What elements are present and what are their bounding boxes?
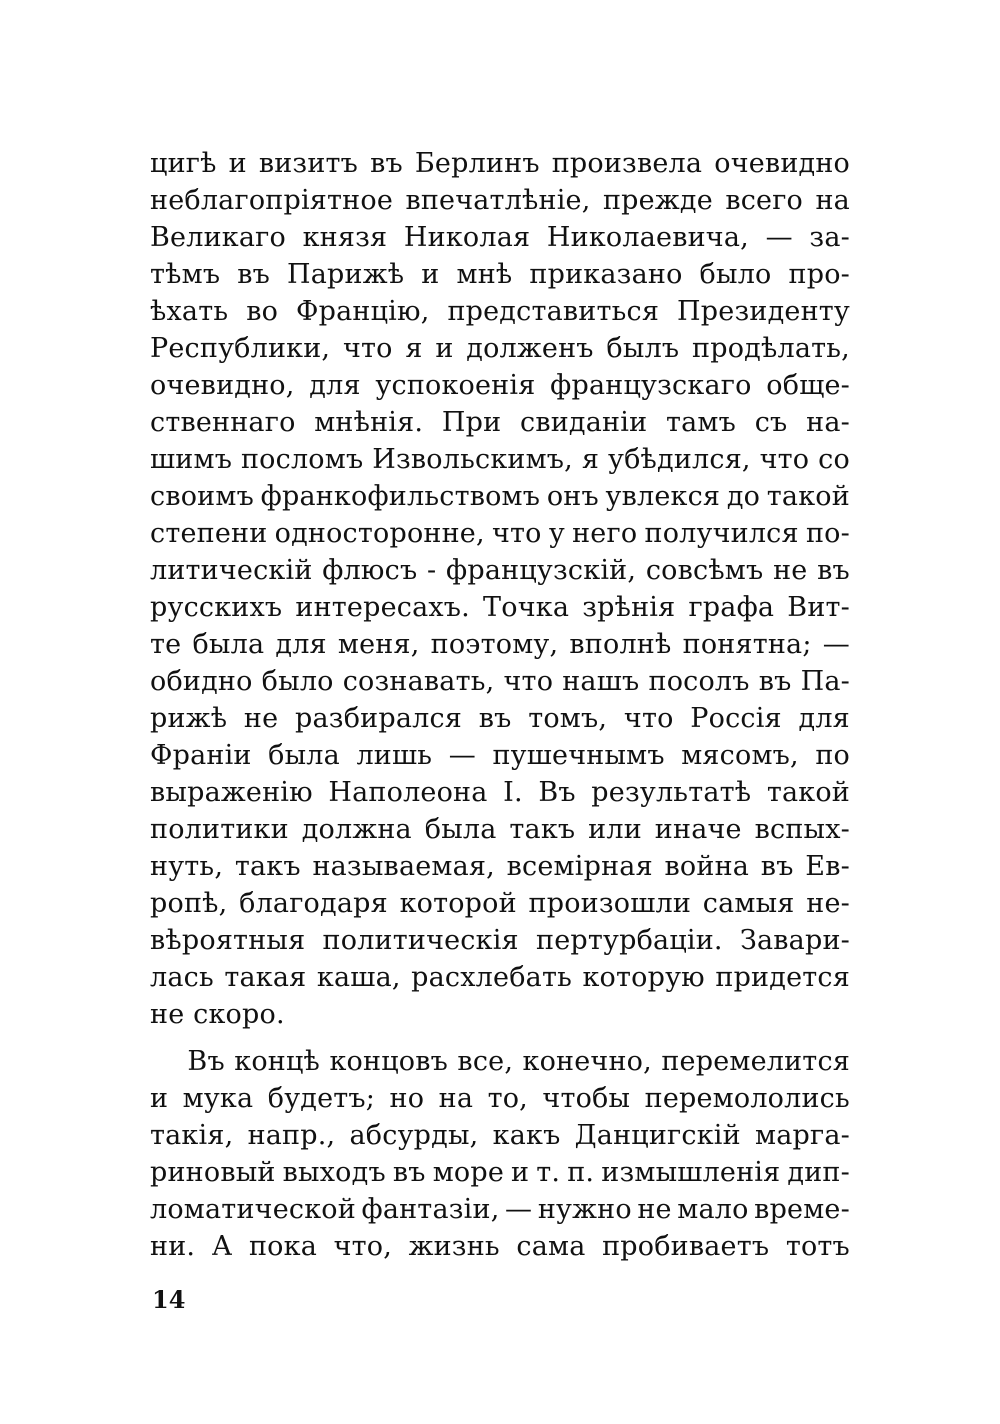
text-line: ропѣ, благодаря которой произошли самыя не- xyxy=(150,888,850,919)
text-line: Франіи была лишь — пушечнымъ мясомъ, по xyxy=(150,740,850,771)
text-line: выраженію Наполеона I. Въ результатѣ такой xyxy=(150,777,850,808)
text-line: и мука будетъ; но на то, чтобы перемололись xyxy=(150,1083,850,1114)
body-text xyxy=(150,145,850,1265)
text-line: ственнаго мнѣнія. При свиданіи тамъ съ на- xyxy=(150,407,850,438)
paragraph-indent xyxy=(150,1043,178,1080)
text-line: шимъ посломъ Извольскимъ, я убѣдился, что со xyxy=(150,444,850,475)
text-line: ѣхать во Францію, представиться Президенту xyxy=(150,296,850,327)
text-line: Республики, что я и долженъ былъ продѣлать, xyxy=(150,333,850,364)
text-line: ломатической фантазіи, — нужно не мало време- xyxy=(150,1194,850,1225)
text-line: неблагопріятное впечатлѣніе, прежде всего на xyxy=(150,185,850,216)
text-line: лась такая каша, расхлебать которую придется xyxy=(150,962,850,993)
text-line: такія, напр., абсурды, какъ Данцигскій марга- xyxy=(150,1120,850,1151)
text-line: Великаго князя Николая Николаевича, — за- xyxy=(150,222,850,253)
text-line: политики должна была такъ или иначе вспых- xyxy=(150,814,850,845)
text-line: степени односторонне, что у него получился по- xyxy=(150,518,850,549)
paragraph xyxy=(150,145,850,1033)
text-line: ни. А пока что, жизнь сама пробиваетъ тотъ xyxy=(150,1231,850,1262)
page-number: 14 xyxy=(152,1285,186,1314)
text-line: очевидно, для успокоенія французскаго обще- xyxy=(150,370,850,401)
text-line: рижѣ не разбирался въ томъ, что Россія для xyxy=(150,703,850,734)
text-line: русскихъ интересахъ. Точка зрѣнія графа Вит- xyxy=(150,592,850,623)
text-line: своимъ франкофильствомъ онъ увлекся до такой xyxy=(150,481,850,512)
text-line: литическій флюсъ - французскій, совсѣмъ не въ xyxy=(150,555,850,586)
text-line: не скоро. xyxy=(150,999,285,1030)
text-line: цигѣ и визитъ въ Берлинъ произвела очевидно xyxy=(150,148,850,179)
text-line: риновый выходъ въ море и т. п. измышленія дип- xyxy=(150,1157,850,1188)
text-line: те была для меня, поэтому, вполнѣ понятна; — xyxy=(150,629,850,660)
text-line: нуть, такъ называемая, всемірная война въ Ев- xyxy=(150,851,850,882)
text-line: тѣмъ въ Парижѣ и мнѣ приказано было про- xyxy=(150,259,850,290)
text-line: вѣроятныя политическія пертурбаціи. Завари- xyxy=(150,925,850,956)
text-line: обидно было сознавать, что нашъ посолъ въ Па- xyxy=(150,666,850,697)
text-line: Въ концѣ концовъ все, конечно, перемелится xyxy=(150,1043,850,1080)
paragraph xyxy=(150,1043,850,1265)
